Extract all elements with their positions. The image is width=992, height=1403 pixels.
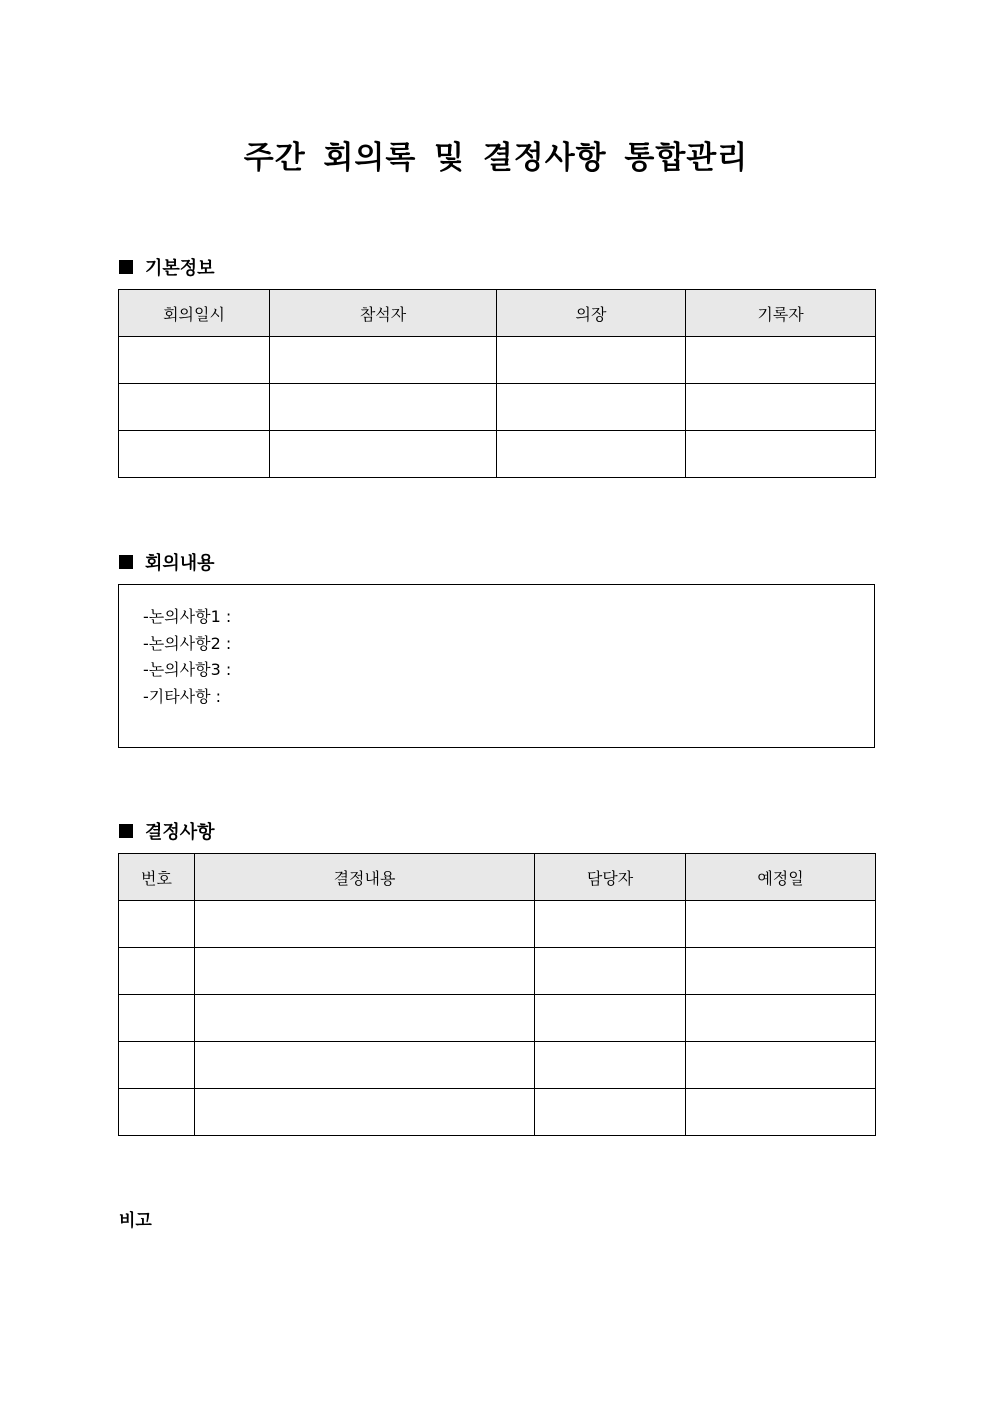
column-header-chairperson: 의장 (497, 290, 686, 337)
due-date-cell[interactable] (686, 1042, 876, 1089)
column-header-recorder: 기록자 (686, 290, 876, 337)
number-cell[interactable] (119, 1089, 195, 1136)
basic-info-header-row (119, 290, 876, 337)
decision-content-cell[interactable] (195, 948, 535, 995)
number-cell[interactable] (119, 901, 195, 948)
decision-content-cell[interactable] (195, 1042, 535, 1089)
decision-content-cell[interactable] (195, 995, 535, 1042)
meeting-datetime-cell[interactable] (119, 337, 270, 384)
table-row (119, 901, 876, 948)
decision-content-cell[interactable] (195, 901, 535, 948)
document-title: 주간 회의록 및 결정사항 통합관리 (243, 140, 749, 176)
chairperson-cell[interactable] (497, 337, 686, 384)
recorder-cell[interactable] (686, 384, 876, 431)
due-date-cell[interactable] (686, 901, 876, 948)
column-header-meeting-datetime: 회의일시 (119, 290, 270, 337)
column-header-number: 번호 (119, 854, 195, 901)
meeting-content-heading (119, 549, 215, 575)
attendees-cell[interactable] (270, 337, 497, 384)
column-header-owner: 담당자 (535, 854, 686, 901)
table-row (119, 431, 876, 478)
table-row (119, 384, 876, 431)
due-date-cell[interactable] (686, 1089, 876, 1136)
number-cell[interactable] (119, 995, 195, 1042)
decisions-table (118, 853, 876, 1136)
discussion-item-3: -논의사항3 : (143, 660, 232, 679)
decisions-heading-label: 결정사항 (145, 822, 215, 843)
meeting-content-box[interactable] (118, 584, 875, 748)
recorder-cell[interactable] (686, 431, 876, 478)
number-cell[interactable] (119, 948, 195, 995)
other-items: -기타사항 : (143, 686, 222, 706)
owner-cell[interactable] (535, 1089, 686, 1136)
owner-cell[interactable] (535, 901, 686, 948)
meeting-content-lines (143, 604, 231, 710)
table-row (119, 1089, 876, 1136)
decisions-header-row (119, 854, 876, 901)
owner-cell[interactable] (535, 1042, 686, 1089)
number-cell[interactable] (119, 1042, 195, 1089)
basic-info-heading-label: 기본정보 (145, 258, 215, 279)
due-date-cell[interactable] (686, 995, 876, 1042)
decision-content-cell[interactable] (195, 1089, 535, 1136)
owner-cell[interactable] (535, 995, 686, 1042)
remarks-label: 비고 (119, 1211, 152, 1231)
square-bullet-icon (119, 824, 133, 838)
table-row (119, 1042, 876, 1089)
decisions-heading (119, 818, 215, 844)
chairperson-cell[interactable] (497, 431, 686, 478)
attendees-cell[interactable] (270, 384, 497, 431)
owner-cell[interactable] (535, 948, 686, 995)
discussion-item-2: -논의사항2 : (143, 633, 232, 653)
table-row (119, 337, 876, 384)
square-bullet-icon (119, 555, 133, 569)
column-header-decision-content: 결정내용 (195, 854, 535, 901)
discussion-item-1: -논의사항1 : (143, 607, 232, 626)
recorder-cell[interactable] (686, 337, 876, 384)
table-row (119, 995, 876, 1042)
column-header-attendees: 참석자 (270, 290, 497, 337)
square-bullet-icon (119, 260, 133, 274)
meeting-datetime-cell[interactable] (119, 384, 270, 431)
attendees-cell[interactable] (270, 431, 497, 478)
table-row (119, 948, 876, 995)
meeting-datetime-cell[interactable] (119, 431, 270, 478)
chairperson-cell[interactable] (497, 384, 686, 431)
column-header-due-date: 예정일 (686, 854, 876, 901)
basic-info-table (118, 289, 876, 478)
meeting-content-heading-label: 회의내용 (145, 553, 215, 574)
due-date-cell[interactable] (686, 948, 876, 995)
basic-info-heading (119, 254, 215, 280)
